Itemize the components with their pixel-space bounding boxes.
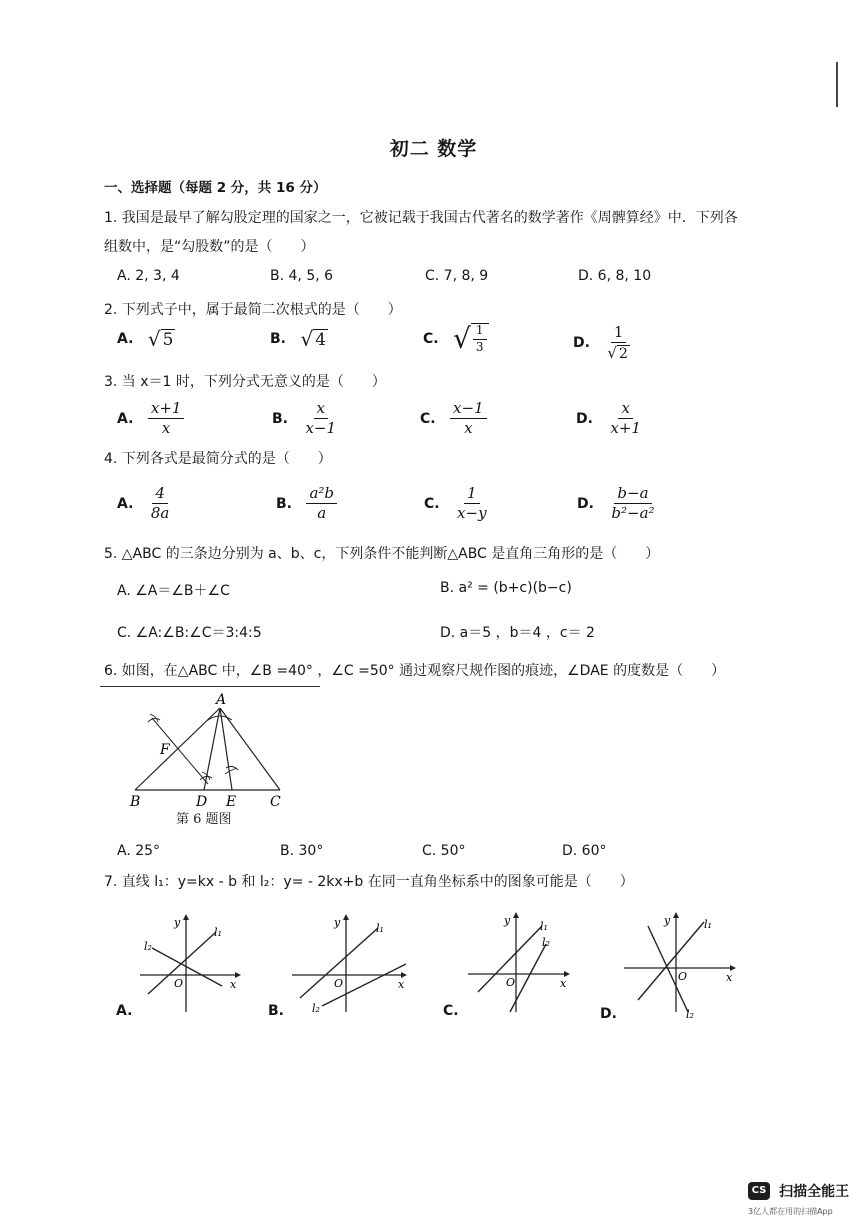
- fraction-numerator: 4: [152, 485, 168, 504]
- l2-label: l₂: [686, 1008, 694, 1021]
- q1-text-line1: 1. 我国是最早了解勾股定理的国家之一，它被记载于我国古代著名的数学著作《周髀算经》中．下列各: [104, 210, 738, 226]
- q6-option-a: A. 25°: [117, 843, 161, 859]
- q4-option-c: [424, 485, 490, 523]
- x-axis-label: x: [560, 977, 567, 990]
- q7-option-d: D.: [600, 1006, 617, 1022]
- q4-option-b: [276, 485, 337, 523]
- q3-label-c: C.: [420, 410, 436, 427]
- sqrt-expression: √ 4: [300, 327, 327, 351]
- fraction-numerator: x: [314, 400, 328, 419]
- q2-option-c: [423, 322, 489, 355]
- q3-label-b: B.: [272, 410, 288, 427]
- q5-option-c: C. ∠A:∠B:∠C＝3:4:5: [117, 625, 262, 641]
- fraction-expression: 1 √ 2: [607, 323, 628, 362]
- radicand: 5: [162, 329, 174, 350]
- fraction-expression: [302, 400, 339, 438]
- y-axis-arrow-icon: [183, 914, 189, 920]
- fraction-numerator: x: [618, 400, 632, 419]
- q7-graph-b: [286, 912, 411, 1017]
- l1-label: l₁: [704, 918, 712, 931]
- radicand: 2: [618, 345, 628, 362]
- section-heading: 一、选择题（每题 2 分，共 16 分）: [104, 180, 327, 196]
- fraction-expression: [607, 400, 644, 438]
- fraction-numerator: b−a: [614, 485, 651, 504]
- page-title: 初二 数学: [389, 138, 478, 160]
- fraction-denominator: 3: [475, 339, 484, 354]
- q5-text: 5. △ABC 的三条边分别为 a、b、c，下列条件不能判断△ABC 是直角三角形的是（ ）: [104, 546, 660, 562]
- q6-triangle-figure: [120, 690, 320, 810]
- point-label-e: E: [226, 794, 237, 810]
- x-axis-label: x: [726, 971, 733, 984]
- q2-label-b: B.: [270, 331, 286, 347]
- y-axis-label: y: [174, 916, 181, 929]
- radicand: 4: [315, 329, 327, 350]
- q4-label-b: B.: [276, 495, 292, 512]
- fraction-denominator: x: [161, 419, 171, 438]
- q3-label-d: D.: [576, 410, 593, 427]
- origin-label: O: [678, 970, 688, 983]
- segment-ae: [220, 708, 232, 790]
- q3-option-c: [420, 400, 487, 438]
- q4-label-a: A.: [117, 495, 134, 512]
- watermark-subtitle: 3亿人都在用的扫描App: [748, 1207, 833, 1216]
- q2-label-c: C.: [423, 330, 439, 347]
- q1-option-d: D. 6, 8, 10: [578, 268, 652, 284]
- q2-text: 2. 下列式子中，属于最简二次根式的是（ ）: [104, 302, 402, 318]
- fraction-denominator: x−y: [457, 504, 487, 523]
- scanner-watermark: [748, 1180, 849, 1201]
- q6-option-b: B. 30°: [280, 843, 324, 859]
- q3-option-a: [117, 400, 184, 438]
- fraction-expression: [454, 485, 490, 523]
- fraction-numerator: 1: [473, 324, 487, 340]
- side-ac: [220, 708, 280, 790]
- q2-option-a: [117, 327, 175, 351]
- fraction-denominator: x: [464, 419, 473, 438]
- line-l2: [648, 926, 688, 1012]
- y-axis-label: y: [504, 914, 511, 927]
- l1-label: l₁: [540, 920, 548, 933]
- q3-option-d: [576, 400, 644, 438]
- fraction-expression: [306, 485, 337, 523]
- q6-text: 6. 如图，在△ABC 中，∠B =40° ，∠C =50° 通过观察尺规作图的痕迹，∠DAE 的度数是（ ）: [104, 663, 726, 679]
- q5-option-b: B. a² = (b+c)(b−c): [440, 580, 572, 596]
- l2-label: l₂: [542, 936, 550, 949]
- fraction-denominator: x+1: [610, 419, 641, 438]
- q6-option-d: D. 60°: [562, 843, 607, 859]
- fraction-numerator: x+1: [148, 400, 185, 419]
- fraction-denominator: a: [317, 504, 327, 523]
- y-axis-arrow-icon: [343, 914, 349, 920]
- figure-caption: 第 6 题图: [176, 812, 232, 827]
- fraction-numerator: a²b: [306, 485, 337, 504]
- q2-label-d: D.: [573, 334, 590, 351]
- q7-graph-d: [618, 908, 743, 1023]
- x-axis-label: x: [398, 978, 405, 991]
- line-l1: [638, 922, 704, 1000]
- q1-option-c: C. 7, 8, 9: [425, 268, 489, 284]
- fraction-numerator: 1: [464, 485, 480, 504]
- q1-text-line2: 组数中，是“勾股数”的是（ ）: [104, 239, 315, 255]
- l2-label: l₂: [144, 940, 152, 953]
- q5-option-a: A. ∠A＝∠B＋∠C: [117, 583, 230, 599]
- arc-mark: [225, 768, 237, 774]
- q7-text: 7. 直线 l₁：y=kx - b 和 l₂：y= - 2kx+b 在同一直角坐标系中的图象可能是（ ）: [104, 874, 634, 890]
- fraction-denominator: b²−a²: [611, 504, 655, 523]
- q4-option-d: [577, 485, 658, 523]
- fraction-denominator: x−1: [305, 419, 337, 438]
- q7-graph-a: [130, 912, 245, 1017]
- fraction-expression: [450, 400, 487, 438]
- y-axis-label: y: [664, 914, 671, 927]
- fraction-numerator: x−1: [450, 400, 487, 419]
- point-label-d: D: [196, 794, 208, 810]
- watermark-brand: 扫描全能王: [779, 1183, 850, 1200]
- y-axis-arrow-icon: [513, 912, 519, 918]
- q1-option-b: B. 4, 5, 6: [270, 268, 334, 284]
- origin-label: O: [506, 976, 516, 989]
- point-label-b: B: [130, 794, 141, 810]
- fraction-expression: [608, 485, 657, 523]
- camscanner-logo-icon: CS: [748, 1182, 770, 1200]
- q3-text: 3. 当 x＝1 时，下列分式无意义的是（ ）: [104, 374, 386, 390]
- q7-option-b: B.: [268, 1003, 284, 1019]
- y-axis-arrow-icon: [673, 912, 679, 918]
- fraction-expression: [148, 400, 185, 438]
- origin-label: O: [334, 977, 344, 990]
- q4-text: 4. 下列各式是最简分式的是（ ）: [104, 451, 332, 467]
- q2-option-d: [573, 324, 633, 362]
- q3-label-a: A.: [117, 410, 134, 427]
- q1-option-a: A. 2, 3, 4: [117, 268, 180, 284]
- q7-option-c: C.: [443, 1003, 459, 1019]
- side-ab: [135, 708, 220, 790]
- x-axis-label: x: [230, 978, 237, 991]
- point-label-a: A: [216, 692, 227, 708]
- sqrt-expression: √ 5: [147, 327, 174, 351]
- l1-label: l₁: [376, 922, 384, 935]
- origin-label: O: [174, 977, 184, 990]
- q3-option-b: [272, 400, 339, 438]
- separator-line: [100, 686, 320, 687]
- scan-edge-mark: [836, 62, 838, 107]
- q7-graph-c: [462, 908, 577, 1018]
- point-label-c: C: [270, 794, 281, 810]
- q4-label-d: D.: [577, 495, 594, 512]
- fraction-numerator: 1: [611, 324, 627, 343]
- q4-label-c: C.: [424, 495, 440, 512]
- q4-option-a: [117, 485, 172, 523]
- q2-option-b: [270, 327, 328, 351]
- q2-label-a: A.: [117, 331, 134, 347]
- fraction-denominator: 8a: [150, 504, 170, 523]
- fraction-expression: [148, 485, 173, 523]
- q5-option-d: D. a＝5 ，b＝4 ，c＝ 2: [440, 625, 595, 641]
- q7-option-a: A.: [116, 1003, 133, 1019]
- l2-label: l₂: [312, 1002, 320, 1015]
- q6-option-c: C. 50°: [422, 843, 466, 859]
- point-label-f: F: [160, 742, 170, 758]
- sqrt-fraction-expression: √ $\frac{1}{3}$: [453, 322, 488, 355]
- y-axis-label: y: [334, 916, 341, 929]
- l1-label: l₁: [214, 926, 222, 939]
